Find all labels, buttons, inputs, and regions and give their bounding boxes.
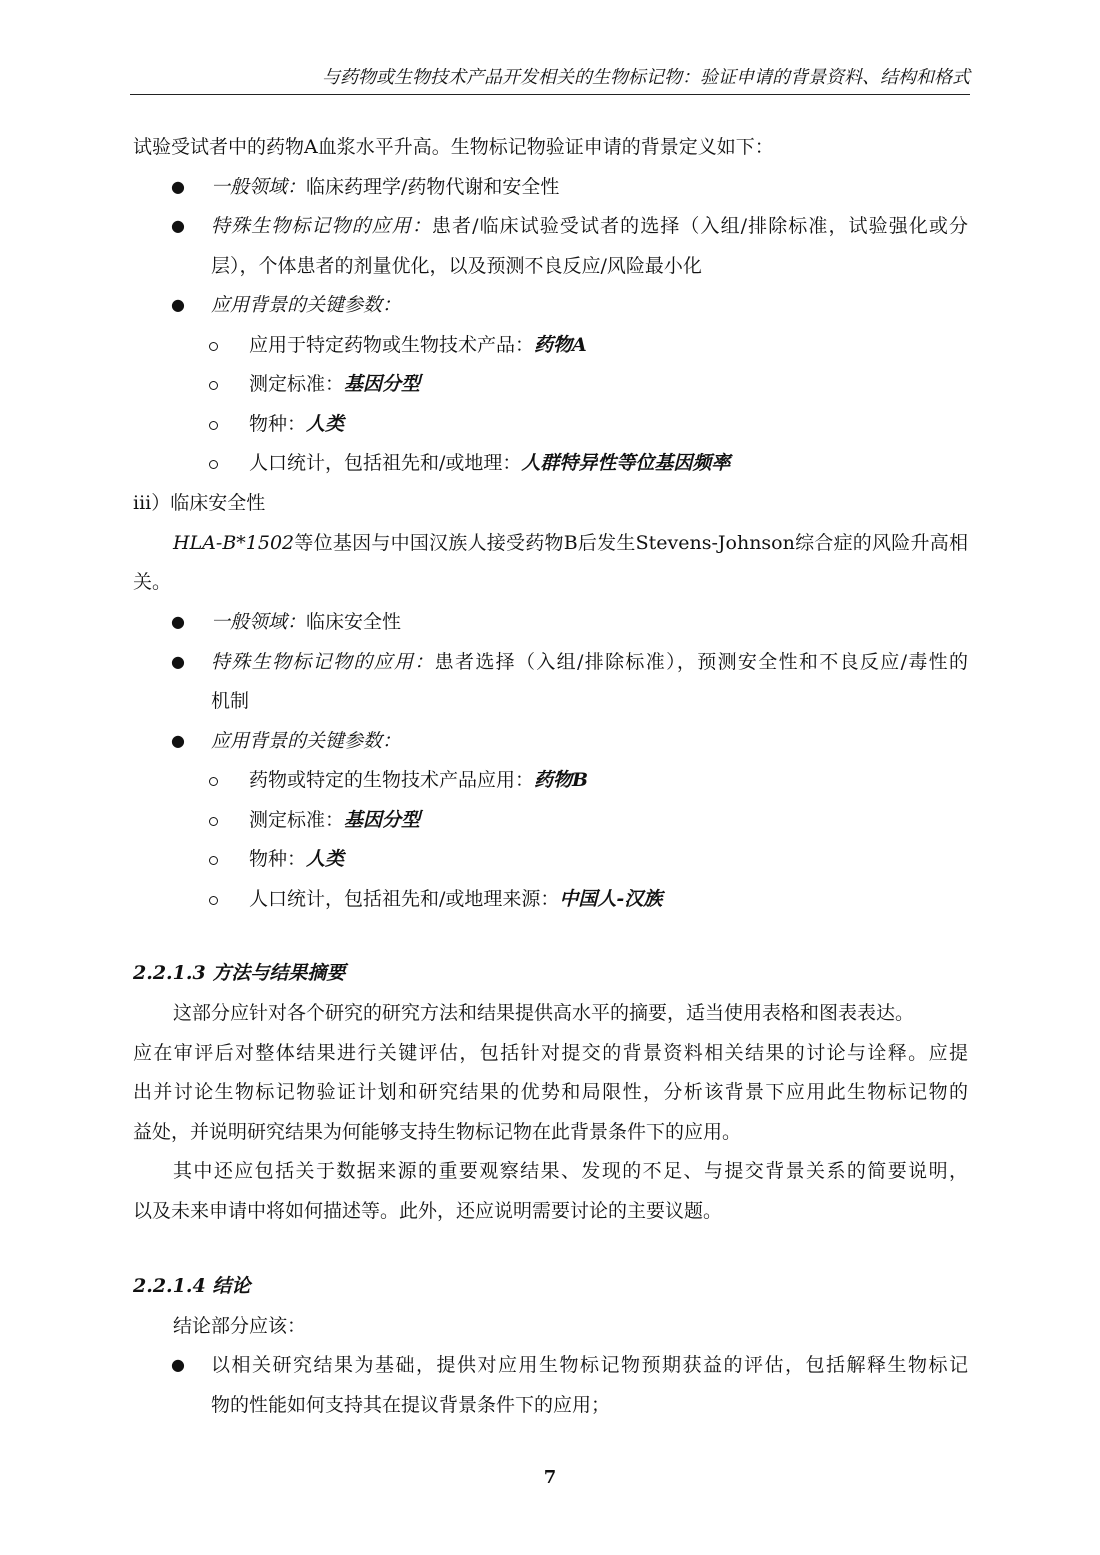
item-label: 特殊生物标记物的应用： [211, 651, 435, 673]
paragraph-line: 结论部分应该： [173, 1315, 307, 1337]
circle-bullet-icon [209, 421, 218, 430]
sub-item-label: 药物或特定的生物技术产品应用： [249, 769, 535, 791]
item-continuation: 层），个体患者的剂量优化，以及预测不良反应/风险最小化 [211, 255, 702, 277]
item-label: 一般领域： [211, 611, 307, 633]
paragraph-line: 关。 [133, 571, 172, 593]
sub-item-label: 人口统计，包括祖先和/或地理来源： [249, 888, 560, 910]
item-label: 应用背景的关键参数： [211, 730, 402, 752]
intro-line: 试验受试者中的药物A血浆水平升高。生物标记物验证申请的背景定义如下： [133, 136, 774, 158]
item-label: 应用背景的关键参数： [211, 294, 402, 316]
item-text: 临床药理学/药物代谢和安全性 [306, 176, 560, 198]
paragraph-line [173, 530, 968, 556]
sub-item-value: 基因分型 [344, 809, 421, 831]
item-text: 临床安全性 [306, 611, 402, 633]
sub-list-item [249, 807, 420, 833]
circle-bullet-icon [209, 817, 218, 826]
page-number: 7 [543, 1467, 557, 1488]
sub-item-label: 测定标准： [249, 809, 345, 831]
sub-item-label: 应用于特定药物或生物技术产品： [249, 334, 535, 356]
running-header: 与药物或生物技术产品开发相关的生物标记物：验证申请的背景资料、结构和格式 [322, 67, 970, 88]
bullet-icon: ● [171, 1355, 185, 1374]
subsection-title: iii）临床安全性 [133, 492, 266, 514]
paragraph-line: 出并讨论生物标记物验证计划和研究结果的优势和局限性，分析该背景下应用此生物标记物的 [133, 1081, 968, 1103]
section-heading: 2.2.1.3 方法与结果摘要 [133, 962, 346, 984]
bullet-icon: ● [171, 216, 185, 235]
bullet-icon: ● [171, 652, 185, 671]
sub-list-item [249, 411, 344, 437]
circle-bullet-icon [209, 342, 218, 351]
circle-bullet-icon [209, 777, 218, 786]
sub-item-value: 药物B [534, 769, 589, 791]
paragraph-line: 益处，并说明研究结果为何能够支持生物标记物在此背景条件下的应用。 [133, 1121, 742, 1143]
circle-bullet-icon [209, 896, 218, 905]
list-item [211, 174, 559, 200]
circle-bullet-icon [209, 856, 218, 865]
item-text: 患者选择（入组/排除标准），预测安全性和不良反应/毒性的 [434, 651, 968, 673]
bullet-icon: ● [171, 295, 185, 314]
allele-name: HLA-B*1502 [173, 532, 295, 554]
paragraph-line: 应在审评后对整体结果进行关键评估，包括针对提交的背景资料相关结果的讨论与诠释。应提 [133, 1042, 968, 1064]
list-item [211, 609, 401, 635]
sub-item-label: 物种： [249, 413, 307, 435]
sub-item-value: 中国人-汉族 [559, 888, 663, 910]
header-rule [130, 94, 970, 95]
sub-item-label: 物种： [249, 848, 307, 870]
item-label: 特殊生物标记物的应用： [211, 215, 432, 237]
sub-item-value: 人群特异性等位基因频率 [521, 452, 731, 474]
sub-list-item [249, 332, 587, 358]
item-continuation: 物的性能如何支持其在提议背景条件下的应用； [211, 1394, 611, 1416]
paragraph-text: 等位基因与中国汉族人接受药物B后发生Stevens-Johnson综合症的风险升高相 [294, 532, 968, 554]
list-item [211, 649, 968, 675]
item-label: 一般领域： [211, 176, 307, 198]
paragraph-line: 其中还应包括关于数据来源的重要观察结果、发现的不足、与提交背景关系的简要说明， [173, 1160, 968, 1182]
sub-item-value: 人类 [306, 413, 345, 435]
sub-list-item [249, 886, 662, 912]
sub-list-item [249, 450, 730, 476]
bullet-icon: ● [171, 731, 185, 750]
circle-bullet-icon [209, 381, 218, 390]
bullet-icon: ● [171, 177, 185, 196]
item-continuation: 机制 [211, 690, 250, 712]
sub-item-value: 药物A [534, 334, 587, 356]
list-item [211, 213, 968, 239]
circle-bullet-icon [209, 460, 218, 469]
sub-list-item [249, 767, 588, 793]
sub-item-value: 基因分型 [344, 373, 421, 395]
sub-list-item [249, 371, 420, 397]
list-item: 以相关研究结果为基础，提供对应用生物标记物预期获益的评估，包括解释生物标记 [211, 1354, 968, 1376]
sub-list-item [249, 846, 344, 872]
sub-item-label: 测定标准： [249, 373, 345, 395]
sub-item-value: 人类 [306, 848, 345, 870]
paragraph-line: 这部分应针对各个研究的研究方法和结果提供高水平的摘要，适当使用表格和图表表达。 [173, 1002, 915, 1024]
paragraph-line: 以及未来申请中将如何描述等。此外，还应说明需要讨论的主要议题。 [133, 1200, 723, 1222]
bullet-icon: ● [171, 612, 185, 631]
item-text: 患者/临床试验受试者的选择（入组/排除标准，试验强化或分 [431, 215, 968, 237]
section-heading: 2.2.1.4 结论 [133, 1275, 251, 1297]
sub-item-label: 人口统计，包括祖先和/或地理： [249, 452, 522, 474]
